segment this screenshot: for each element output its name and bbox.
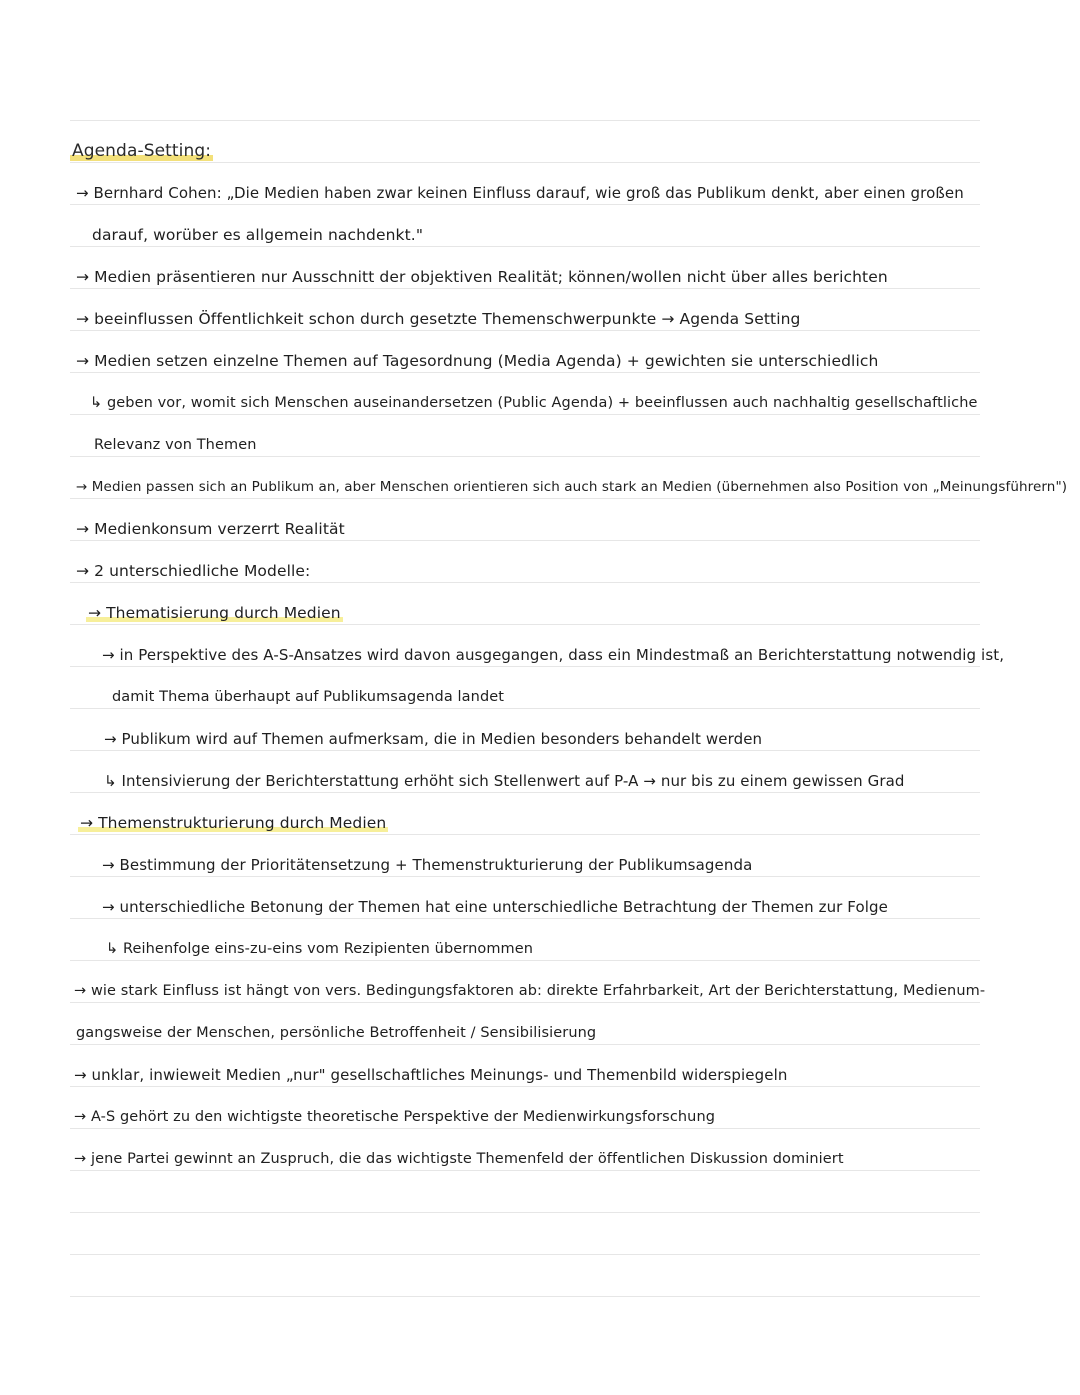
rule-line [70, 666, 980, 667]
rule-line [70, 624, 980, 625]
rule-line [70, 120, 980, 121]
rule-line [70, 876, 980, 877]
rule-line [70, 288, 980, 289]
rule-line [70, 834, 980, 835]
note-line: gangsweise der Menschen, persönliche Betroffenheit / Sensibilisierung [76, 1025, 597, 1041]
note-line: → beeinflussen Öffentlichkeit schon durch gesetzte Themenschwerpunkte → Agenda Setting [76, 310, 801, 328]
note-line: → 2 unterschiedliche Modelle: [76, 562, 311, 580]
note-line: ↳ Reihenfolge eins-zu-eins vom Rezipienten übernommen [106, 941, 534, 957]
note-line: darauf, worüber es allgemein nachdenkt." [92, 226, 424, 244]
note-line: Relevanz von Themen [94, 437, 257, 453]
note-title-text: Agenda-Setting: [72, 141, 212, 161]
note-line: → unklar, inwieweit Medien „nur" gesellschaftliches Meinungs- und Themenbild widerspiegeln [74, 1066, 788, 1084]
note-title [70, 141, 213, 161]
rule-line [70, 372, 980, 373]
note-line: → jene Partei gewinnt an Zuspruch, die das wichtigste Themenfeld der öffentlichen Diskussion dominiert [74, 1151, 844, 1167]
rule-line [70, 1296, 980, 1297]
subheading-text: → Themenstrukturierung durch Medien [80, 814, 387, 832]
note-line: → A-S gehört zu den wichtigste theoretische Perspektive der Medienwirkungsforschung [74, 1109, 716, 1125]
rule-line [70, 540, 980, 541]
rule-line [70, 246, 980, 247]
rule-line [70, 960, 980, 961]
rule-line [70, 750, 980, 751]
note-line: → Bestimmung der Prioritätensetzung + Themenstrukturierung der Publikumsagenda [102, 856, 753, 874]
rule-line [70, 1254, 980, 1255]
note-line: → Medien präsentieren nur Ausschnitt der objektiven Realität; können/wollen nicht über alles berichten [76, 268, 888, 286]
note-line: → Medienkonsum verzerrt Realität [76, 520, 345, 538]
note-line: → Publikum wird auf Themen aufmerksam, die in Medien besonders behandelt werden [104, 730, 763, 748]
subheading-text: → Thematisierung durch Medien [88, 604, 341, 622]
note-line: ↳ geben vor, womit sich Menschen auseinandersetzen (Public Agenda) + beeinflussen auch nachhaltig gesellschaftliche [90, 395, 978, 411]
rule-line [70, 1212, 980, 1213]
rule-line [70, 456, 980, 457]
rule-line [70, 204, 980, 205]
rule-line [70, 330, 980, 331]
rule-line [70, 162, 980, 163]
note-line: → in Perspektive des A-S-Ansatzes wird davon ausgegangen, dass ein Mindestmaß an Berichterstattung notwendig ist, [102, 646, 1005, 664]
rule-line [70, 1086, 980, 1087]
rule-line [70, 792, 980, 793]
note-line: damit Thema überhaupt auf Publikumsagenda landet [112, 689, 505, 705]
note-line: → Bernhard Cohen: „Die Medien haben zwar keinen Einfluss darauf, wie groß das Publikum denkt, aber einen großen [76, 184, 964, 202]
rule-line [70, 708, 980, 709]
rule-line [70, 1002, 980, 1003]
subheading-thematisierung [86, 603, 343, 623]
rule-line [70, 414, 980, 415]
note-line: → Medien passen sich an Publikum an, aber Menschen orientieren sich auch stark an Medien (übernehmen also Position von „Meinungsführern") [76, 479, 1068, 495]
rule-line [70, 498, 980, 499]
rule-line [70, 1170, 980, 1171]
rule-line [70, 1044, 980, 1045]
subheading-themenstrukturierung [78, 813, 388, 833]
rule-line [70, 918, 980, 919]
note-line: → wie stark Einfluss ist hängt von vers. Bedingungsfaktoren ab: direkte Erfahrbarkeit, Art der Berichterstattung, Medienum- [74, 983, 986, 999]
note-line: → unterschiedliche Betonung der Themen hat eine unterschiedliche Betrachtung der Themen zur Folge [102, 898, 888, 916]
note-line: → Medien setzen einzelne Themen auf Tagesordnung (Media Agenda) + gewichten sie unterschiedlich [76, 352, 879, 370]
rule-line [70, 1128, 980, 1129]
note-line: ↳ Intensivierung der Berichterstattung erhöht sich Stellenwert auf P-A → nur bis zu einem gewissen Grad [104, 772, 905, 790]
rule-line [70, 582, 980, 583]
